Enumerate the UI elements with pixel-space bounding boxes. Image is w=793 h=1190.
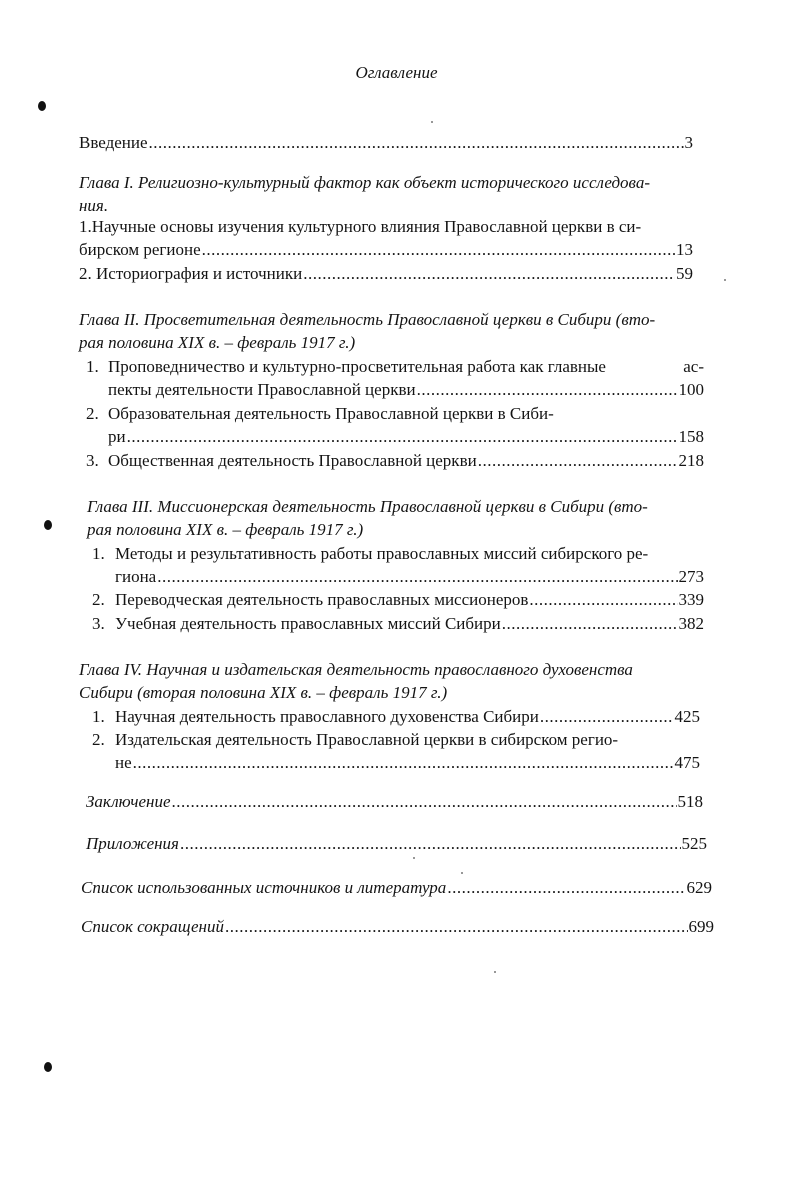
toc-page-number: 382 <box>678 614 704 633</box>
chapter-1-heading[interactable] <box>79 171 650 217</box>
toc-entry-3-3[interactable] <box>115 612 704 635</box>
toc-entry-label: Приложения <box>86 834 179 853</box>
toc-entry-label: Образовательная деятельность Православной церкви в Сиби- <box>108 404 554 423</box>
toc-entry-2-1-cont[interactable] <box>108 378 704 401</box>
dot-leader <box>157 565 677 588</box>
toc-entry-1-2[interactable] <box>79 262 693 285</box>
toc-entry-number: 3. <box>92 614 105 633</box>
dot-leader <box>529 588 677 611</box>
toc-entry-label: не <box>115 753 132 772</box>
punch-hole-mark <box>44 1062 52 1072</box>
scan-speck <box>413 857 415 859</box>
toc-page-number: 158 <box>678 427 704 446</box>
chapter-heading-line: Глава III. Миссионерская деятельность Православной церкви в Сибири (вто- <box>87 497 648 516</box>
toc-entry-abbreviations[interactable] <box>81 915 714 938</box>
chapter-heading-line: Сибири (вторая половина XIX в. – февраль 1917 г.) <box>79 683 448 702</box>
toc-entry-appendices[interactable] <box>86 832 707 855</box>
toc-entry-2-1[interactable] <box>108 355 704 378</box>
toc-entry-number: 1. <box>92 707 105 726</box>
dot-leader <box>149 131 684 154</box>
chapter-4-heading[interactable] <box>79 658 633 704</box>
toc-entry-3-1[interactable] <box>115 542 648 565</box>
toc-entry-4-1[interactable] <box>115 705 700 728</box>
toc-entry-number: 2. <box>92 590 105 609</box>
dot-leader <box>502 612 678 635</box>
toc-entry-label: 1.Научные основы изучения культурного влияния Православной церкви в си- <box>79 217 642 236</box>
toc-entry-label: пекты деятельности Православной церкви <box>108 380 416 399</box>
toc-page-number: 525 <box>681 834 707 853</box>
dot-leader <box>540 705 674 728</box>
toc-page-number: 629 <box>686 878 712 897</box>
scan-speck <box>431 121 433 123</box>
dot-leader <box>133 751 674 774</box>
toc-page-number: 59 <box>676 264 693 283</box>
toc-entry-1-1-cont[interactable] <box>79 238 693 261</box>
toc-entry-label: Издательская деятельность Православной церкви в сибирском регио- <box>115 730 619 749</box>
punch-hole-mark <box>38 101 46 111</box>
toc-entry-label: Заключение <box>86 792 171 811</box>
chapter-heading-line: Глава IV. Научная и издательская деятельность православного духовенства <box>79 660 633 679</box>
toc-entry-1-1[interactable] <box>79 215 641 238</box>
toc-entry-2-3[interactable] <box>108 449 704 472</box>
toc-entry-number: 2. <box>92 730 105 749</box>
page-title: Оглавление <box>355 63 438 82</box>
scan-speck <box>724 279 726 281</box>
toc-entry-label: Проповедничество и культурно-просветительная работа как главные <box>108 357 606 376</box>
toc-entry-number: 3. <box>86 451 99 470</box>
toc-page-number: 273 <box>678 567 704 586</box>
toc-page-number: 475 <box>674 753 700 772</box>
toc-page-number: 100 <box>678 380 704 399</box>
dot-leader <box>172 790 677 813</box>
toc-entry-3-1-cont[interactable] <box>115 565 704 588</box>
toc-entry-label: ри <box>108 427 126 446</box>
punch-hole-mark <box>44 520 52 530</box>
toc-entry-2-2-cont[interactable] <box>108 425 704 448</box>
chapter-heading-line: Глава II. Просветительная деятельность Православной церкви в Сибири (вто- <box>79 310 656 329</box>
toc-entry-label: Переводческая деятельность православных миссионеров <box>115 590 529 609</box>
toc-entry-label: ас- <box>683 357 704 376</box>
dot-leader <box>180 832 681 855</box>
chapter-3-heading[interactable] <box>87 495 648 541</box>
toc-entry-number: 1. <box>92 544 105 563</box>
toc-entry-label: Научная деятельность православного духовенства Сибири <box>115 707 539 726</box>
toc-entry-label: Список сокращений <box>81 917 224 936</box>
chapter-heading-line: рая половина XIX в. – февраль 1917 г.) <box>87 520 364 539</box>
toc-entry-2-2[interactable] <box>108 402 554 425</box>
toc-entry-label: Список использованных источников и литература <box>81 878 447 897</box>
toc-entry-conclusion[interactable] <box>86 790 703 813</box>
toc-entry-4-2-cont[interactable] <box>115 751 700 774</box>
toc-entry-3-2[interactable] <box>115 588 704 611</box>
chapter-heading-line: ния. <box>79 196 109 215</box>
toc-entry-label: Введение <box>79 133 148 152</box>
scan-speck <box>494 971 496 973</box>
toc-entry-label: 2. Историография и источники <box>79 264 303 283</box>
toc-page-number: 339 <box>678 590 704 609</box>
toc-entry-label: Общественная деятельность Православной церкви <box>108 451 477 470</box>
chapter-2-heading[interactable] <box>79 308 655 354</box>
chapter-heading-line: рая половина XIX в. – февраль 1917 г.) <box>79 333 356 352</box>
toc-entry-number: 1. <box>86 357 99 376</box>
dot-leader <box>447 876 685 899</box>
toc-page-number: 518 <box>677 792 703 811</box>
toc-page-number: 699 <box>688 917 714 936</box>
dot-leader <box>202 238 675 261</box>
toc-page-number: 13 <box>676 240 693 259</box>
toc-entry-number: 2. <box>86 404 99 423</box>
dot-leader <box>303 262 675 285</box>
toc-entry-label: Учебная деятельность православных миссий Сибири <box>115 614 501 633</box>
toc-entry-label: Методы и результативность работы православных миссий сибирского ре- <box>115 544 649 563</box>
toc-page-number: 3 <box>684 133 693 152</box>
toc-page-number: 218 <box>678 451 704 470</box>
toc-entry-introduction[interactable] <box>79 131 693 154</box>
toc-entry-label: бирском регионе <box>79 240 201 259</box>
dot-leader <box>225 915 688 938</box>
toc-entry-4-2[interactable] <box>115 728 618 751</box>
chapter-heading-line: Глава I. Религиозно-культурный фактор как объект исторического исследова- <box>79 173 650 192</box>
toc-page-number: 425 <box>674 707 700 726</box>
dot-leader <box>478 449 678 472</box>
toc-entry-sources[interactable] <box>81 876 712 899</box>
dot-leader <box>417 378 678 401</box>
scan-speck <box>461 872 463 874</box>
dot-leader <box>127 425 678 448</box>
toc-entry-label: гиона <box>115 567 157 586</box>
